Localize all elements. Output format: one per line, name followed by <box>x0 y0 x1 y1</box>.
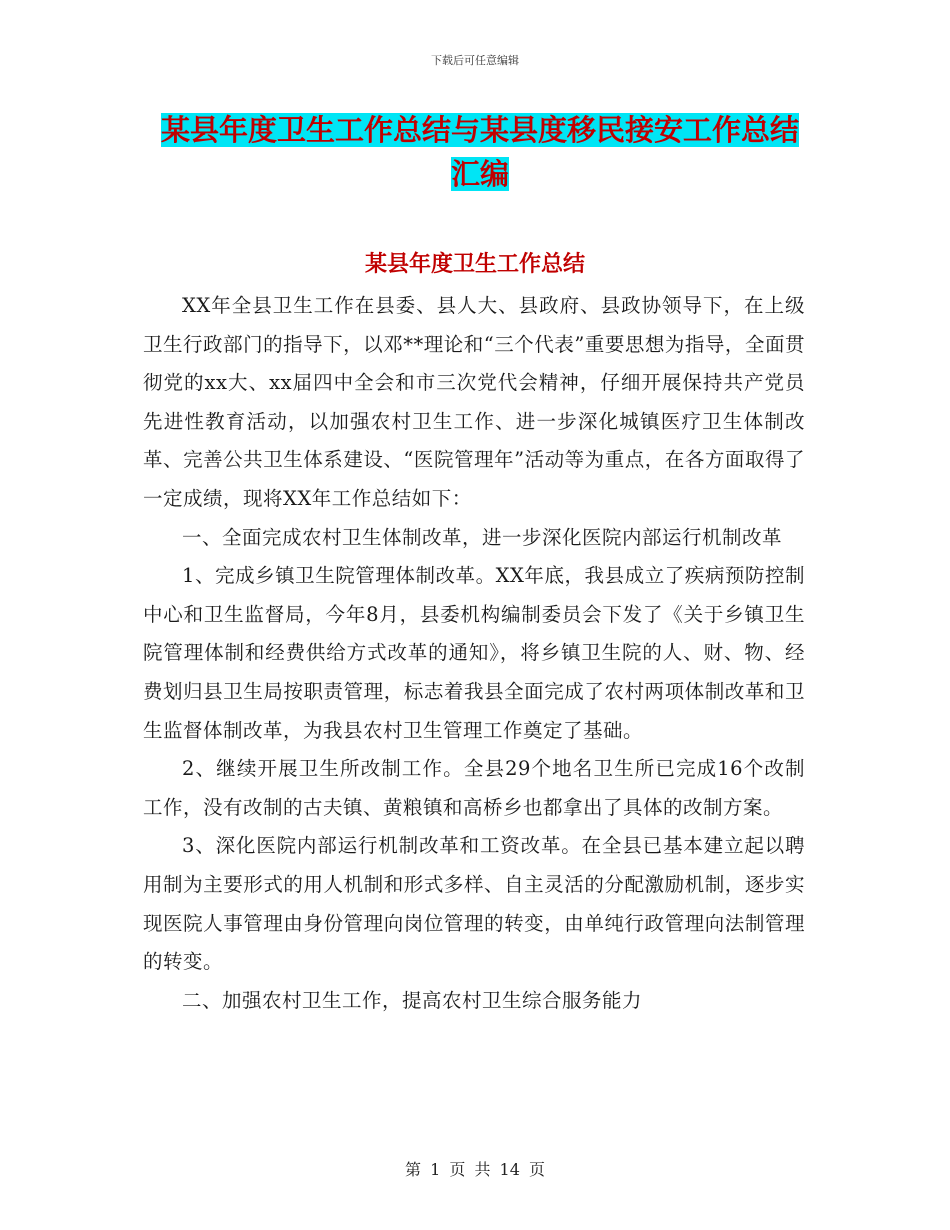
header-note: 下载后可任意编辑 <box>431 54 519 67</box>
document-title-text: 某县年度卫生工作总结与某县度移民接安工作总结汇编 <box>160 113 799 191</box>
paragraph: 3、深化医院内部运行机制改革和工资改革。在全县已基本建立起以聘用制为主要形式的用人机制和形式多样、自主灵活的分配激励机制，逐步实现医院人事管理由身份管理向岗位管理的转变，由单纯行政管理向法制管理的转变。 <box>143 834 805 974</box>
heading-paragraph: 一、全面完成农村卫生体制改革，进一步深化医院内部运行机制改革 <box>182 525 783 549</box>
heading-paragraph: 二、加强农村卫生工作，提高农村卫生综合服务能力 <box>182 988 643 1012</box>
section-title: 某县年度卫生工作总结 <box>364 252 585 277</box>
paragraph: 1、完成乡镇卫生院管理体制改革。XX年底，我县成立了疾病预防控制中心和卫生监督局，今年8月，县委机构编制委员会下发了《关于乡镇卫生院管理体制和经费供给方式改革的通知》，将乡镇卫生院的人、财、物、经费划归县卫生局按职责管理，标志着我县全面完成了农村两项体制改革和卫生监督体制改革，为我县农村卫生管理工作奠定了基础。 <box>143 564 805 742</box>
page-footer: 第 1 页 共 14 页 <box>405 1160 545 1179</box>
paragraph: 2、继续开展卫生所改制工作。全县29个地名卫生所已完成16个改制工作，没有改制的古夫镇、黄粮镇和高桥乡也都拿出了具体的改制方案。 <box>143 757 805 819</box>
paragraph: XX年全县卫生工作在县委、县人大、县政府、县政协领导下，在上级卫生行政部门的指导下，以邓**理论和“三个代表”重要思想为指导，全面贯彻党的xx大、xx届四中全会和市三次党代会精神，仔细开展保持共产党员先进性教育活动，以加强农村卫生工作、进一步深化城镇医疗卫生体制改革、完善公共卫生体系建设、“医院管理年”活动等为重点，在各方面取得了一定成绩，现将XX年工作总结如下： <box>143 294 805 510</box>
document-body <box>143 287 805 1020</box>
document-title <box>150 108 810 196</box>
